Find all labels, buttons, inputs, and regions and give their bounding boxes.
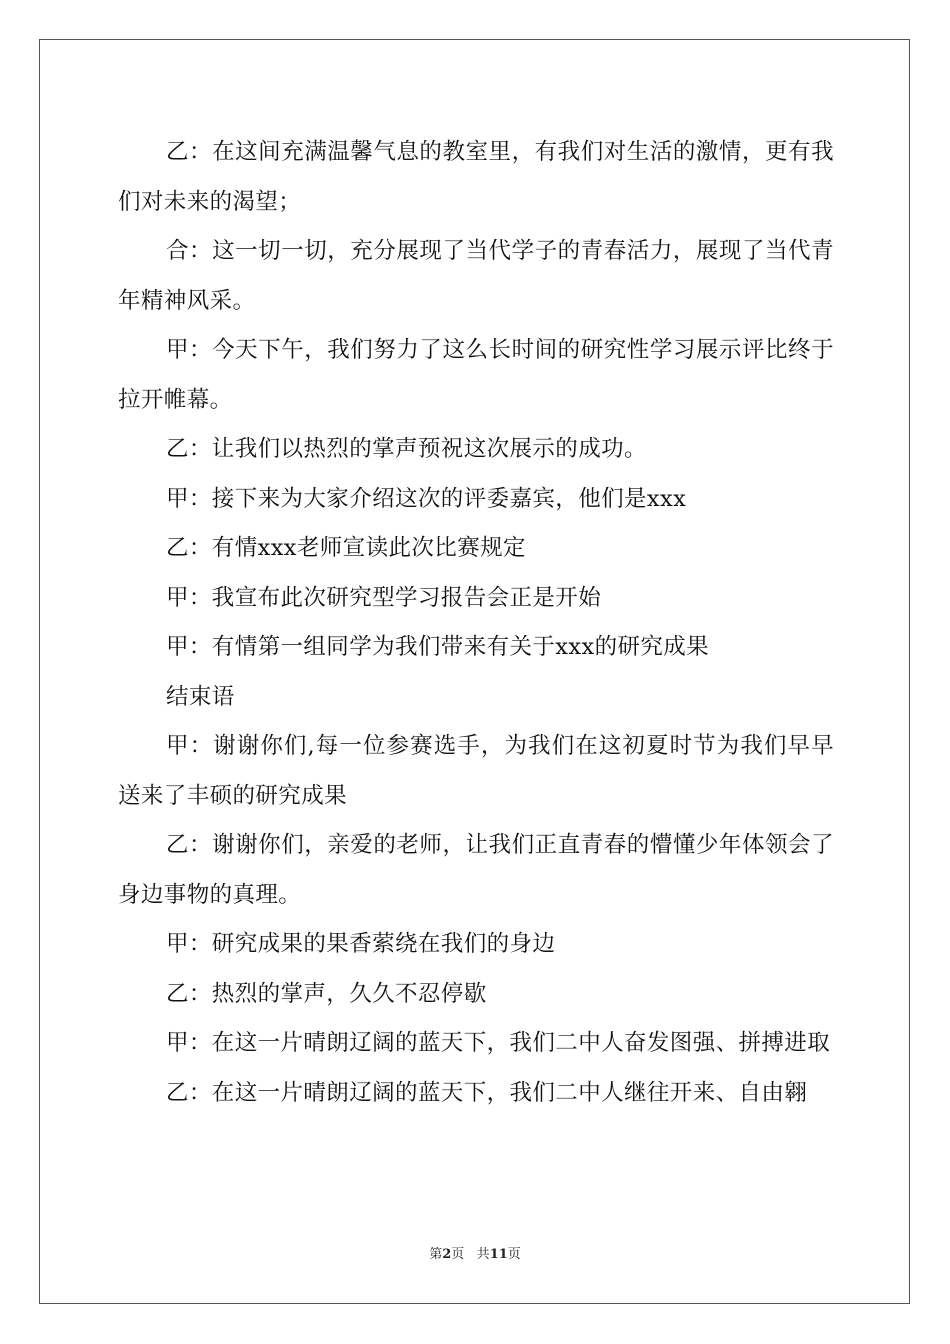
page-number: 2 [442,1247,452,1262]
paragraph-6: 乙：有情xxx老师宣读此次比赛规定 [166,535,526,561]
page-footer [0,1246,950,1264]
paragraph-1: 乙：在这间充满温馨气息的教室里，有我们对生活的激情，更有我们对未来的渴望； [118,139,834,215]
paragraph-15: 乙：在这一片晴朗辽阔的蓝天下，我们二中人继往开来、自由翱 [166,1079,808,1106]
paragraph-13: 乙：热烈的掌声，久久不忍停歇 [166,980,487,1007]
page-prefix: 第 [429,1247,443,1262]
page-suffix: 页 [451,1247,465,1262]
paragraph-5: 甲：接下来为大家介绍这次的评委嘉宾，他们是xxx [166,485,687,512]
paragraph-2: 合：这一切一切，充分展现了当代学子的青春活力，展现了当代青年精神风采。 [118,238,834,314]
paragraph-4: 乙：让我们以热烈的掌声预祝这次展示的成功。 [166,436,647,462]
total-prefix: 共 [476,1247,490,1262]
paragraph-3: 甲：今天下午，我们努力了这么长时间的研究性学习展示评比终于拉开帷幕。 [118,337,834,413]
total-suffix: 页 [507,1247,521,1262]
total-pages: 11 [489,1247,508,1262]
paragraph-8: 甲：有情第一组同学为我们带来有关于xxx的研究成果 [166,634,710,660]
section-heading-closing: 结束语 [166,683,235,710]
paragraph-7: 甲：我宣布此次研究型学习报告会正是开始 [166,584,602,611]
paragraph-10: 甲：谢谢你们,每一位参赛选手，为我们在这初夏时节为我们早早送来了丰硕的研究成果 [118,733,834,809]
paragraph-14: 甲：在这一片晴朗辽阔的蓝天下，我们二中人奋发图强、拼搏进取 [166,1030,831,1056]
paragraph-11: 乙：谢谢你们，亲爱的老师，让我们正直青春的懵懂少年体领会了身边事物的真理。 [118,832,834,908]
document-body [118,128,834,1118]
paragraph-12: 甲：研究成果的果香萦绕在我们的身边 [166,931,556,957]
